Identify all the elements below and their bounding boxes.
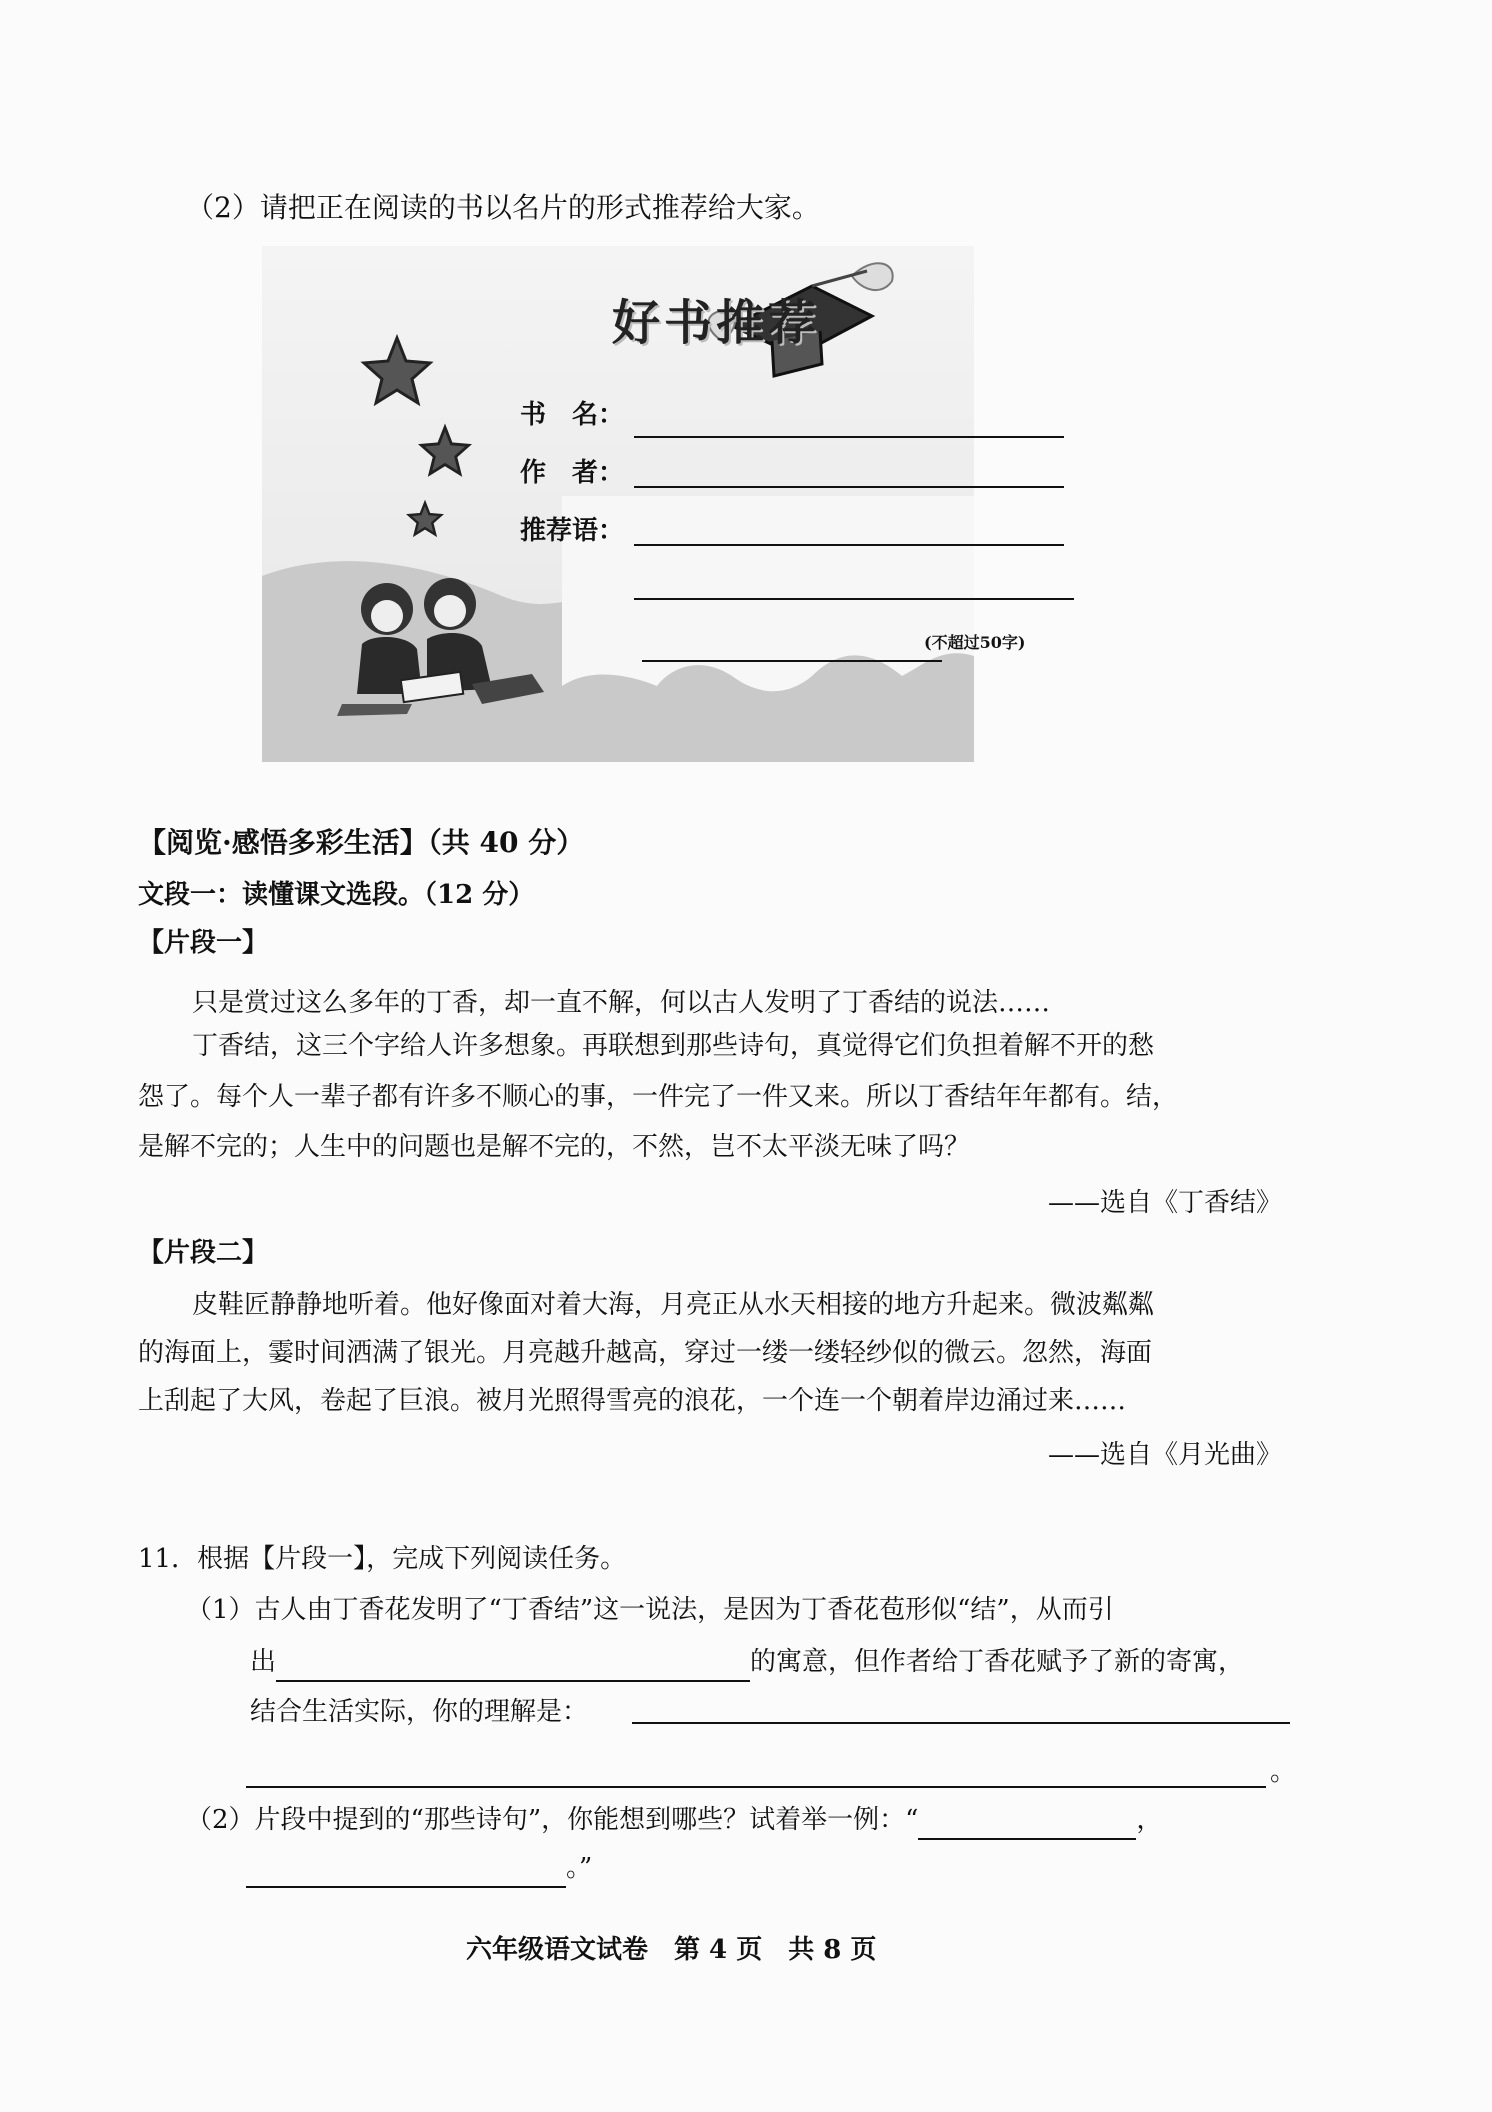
fragment-two-line: 的海面上，霎时间洒满了银光。月亮越升越高，穿过一缕一缕轻纱似的微云。忽然，海面 [138,1338,1153,1368]
author-line[interactable] [634,486,1064,488]
understanding-label: 结合生活实际，你的理解是： [250,1697,589,1727]
answer-prefix: 出 [250,1647,277,1677]
section-heading: 【阅览·感悟多彩生活】（共 40 分） [138,826,585,859]
recommendation-label: 推荐语： [520,516,625,546]
small-star-icon [408,502,442,536]
fragment-two-heading: 【片段二】 [138,1238,269,1268]
answer-blank-meaning[interactable] [276,1650,750,1682]
author-label: 作 者： [520,458,625,488]
passage-one-heading: 文段一：读懂课文选段。（12 分） [138,880,535,910]
question-10-part-2: （2）请把正在阅读的书以名片的形式推荐给大家。 [186,191,820,224]
question-11-stem: 11．根据【片段一】，完成下列阅读任务。 [138,1544,627,1574]
question-11-part-1-line-2 [250,1642,1244,1682]
poem-line-blank-2[interactable] [246,1856,566,1888]
answer-suffix: 的寓意，但作者给丁香花赋予了新的寄寓， [750,1647,1245,1677]
fragment-one-heading: 【片段一】 [138,928,269,958]
fragment-two-line: 皮鞋匠静静地听着。他好像面对着大海，月亮正从水天相接的地方升起来。微波粼粼 [192,1290,1155,1320]
question-11-part-2-line-2 [246,1848,592,1888]
fragment-two-source: ——选自《月光曲》 [1047,1440,1282,1470]
page-footer: 六年级语文试卷 第 4 页 共 8 页 [466,1935,877,1965]
answer-line-understanding-1[interactable] [632,1722,1290,1724]
comma-mark: ， [1136,1805,1163,1835]
recommendation-line-1[interactable] [634,544,1064,546]
question-11-part-1-line-1: （1）古人由丁香花发明了“丁香结”这一说法，是因为丁香花苞形似“结”，从而引 [186,1595,1114,1625]
question-11-part-2-line-1 [186,1800,1162,1840]
recommendation-line-2[interactable] [634,598,1074,600]
medium-star-icon [420,426,470,476]
recommendation-line-3[interactable] [642,660,942,662]
closing-quote-mark: 。” [566,1853,593,1883]
book-name-label: 书 名： [520,400,625,430]
fragment-one-line: 是解不完的；人生中的问题也是解不完的，不然，岂不太平淡无味了吗？ [138,1132,971,1162]
question-11-part-2-text: （2）片段中提到的“那些诗句”，你能想到哪些？试着举一例：“ [186,1805,919,1835]
word-limit-note: (不超过50字) [924,633,1026,652]
fragment-one-line: 只是赏过这么多年的丁香，却一直不解，何以古人发明了丁香结的说法…… [192,988,1051,1018]
period-mark: 。 [1270,1757,1297,1787]
fragment-one-line: 怨了。每个人一辈子都有许多不顺心的事，一件完了一件又来。所以丁香结年年都有。结， [138,1082,1179,1112]
children-reading-illustration [332,564,562,724]
fragment-two-line: 上刮起了大风，卷起了巨浪。被月光照得雪亮的浪花，一个连一个朝着岸边涌过来…… [138,1386,1127,1416]
fragment-one-source: ——选自《丁香结》 [1047,1188,1282,1218]
book-name-line[interactable] [634,436,1064,438]
book-recommendation-card [262,246,1026,762]
answer-line-understanding-2[interactable] [246,1786,1266,1788]
fragment-one-line: 丁香结，这三个字给人许多想象。再联想到那些诗句，真觉得它们负担着解不开的愁 [192,1031,1155,1061]
poem-line-blank-1[interactable] [918,1808,1136,1840]
large-star-icon [362,336,432,406]
